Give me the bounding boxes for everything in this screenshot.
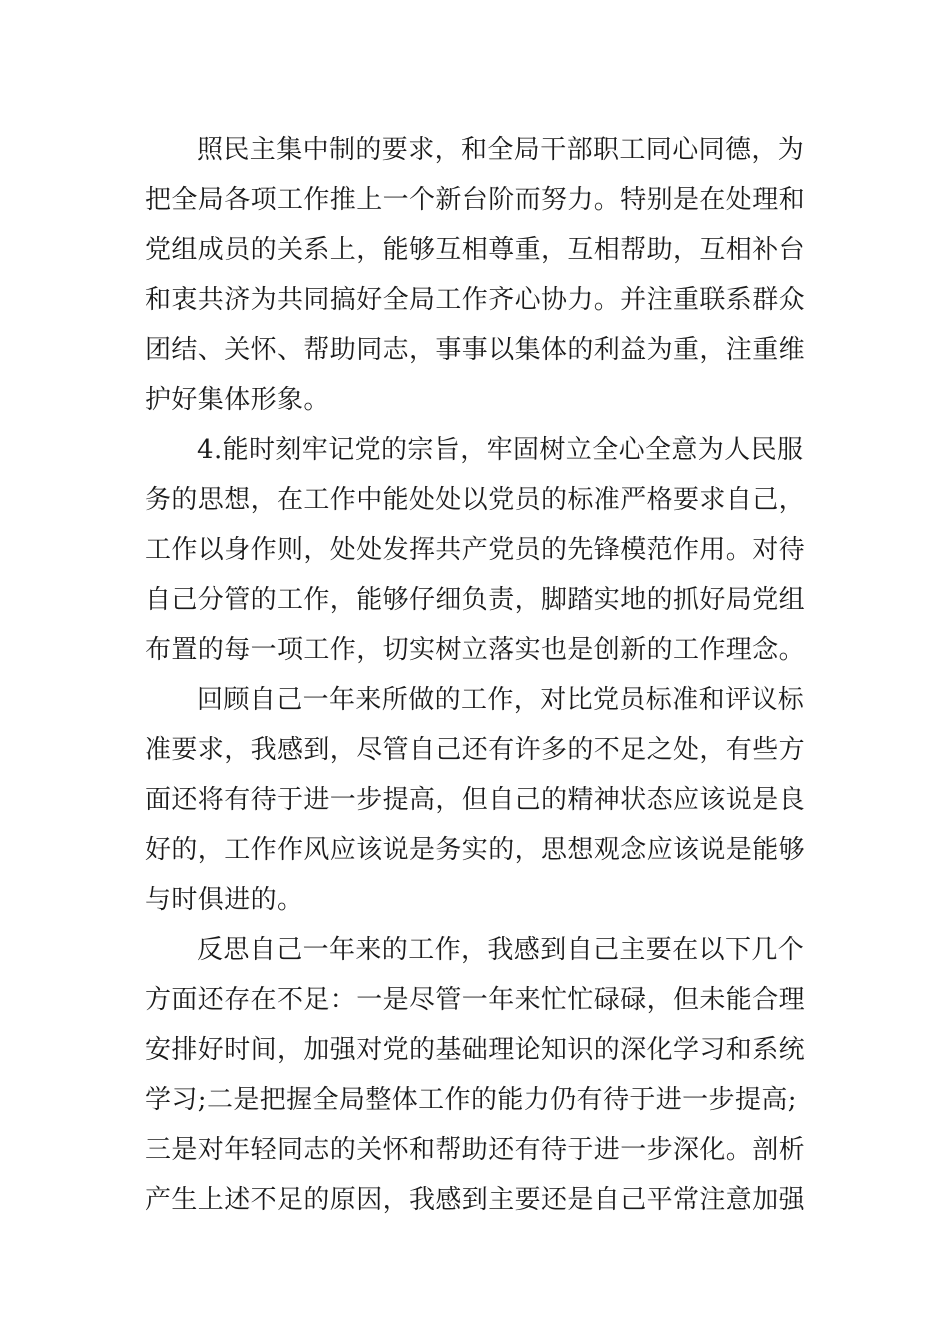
text-line: 产生上述不足的原因，我感到主要还是自己平常注意加强 xyxy=(145,1185,806,1215)
text-line: 党组成员的关系上，能够互相尊重，互相帮助，互相补台 xyxy=(145,235,806,265)
text-line: 工作以身作则，处处发挥共产党员的先锋模范作用。对待 xyxy=(145,535,806,565)
text-line: 三是对年轻同志的关怀和帮助还有待于进一步深化。剖析 xyxy=(145,1135,806,1165)
text-line: 学习;二是把握全局整体工作的能力仍有待于进一步提高; xyxy=(145,1085,797,1115)
text-line: 照民主集中制的要求，和全局干部职工同心同德，为 xyxy=(197,135,805,165)
text-line: 安排好时间，加强对党的基础理论知识的深化学习和系统 xyxy=(145,1035,806,1065)
text-line: 回顾自己一年来所做的工作，对比党员标准和评议标 xyxy=(197,685,805,715)
text-line: 与时俱进的。 xyxy=(145,885,304,915)
text-line: 护好集体形象。 xyxy=(145,385,330,415)
text-line: 准要求，我感到，尽管自己还有许多的不足之处，有些方 xyxy=(145,735,806,765)
text-line: 面还将有待于进一步提高，但自己的精神状态应该说是良 xyxy=(145,785,806,815)
text-line: 布置的每一项工作，切实树立落实也是创新的工作理念。 xyxy=(145,635,806,665)
text-line: 方面还存在不足：一是尽管一年来忙忙碌碌，但未能合理 xyxy=(145,985,806,1015)
text-line: 和衷共济为共同搞好全局工作齐心协力。并注重联系群众 xyxy=(145,285,806,315)
text-line: 自己分管的工作，能够仔细负责，脚踏实地的抓好局党组 xyxy=(145,585,806,615)
text-line: 团结、关怀、帮助同志，事事以集体的利益为重，注重维 xyxy=(145,335,806,365)
text-line: 把全局各项工作推上一个新台阶而努力。特别是在处理和 xyxy=(145,185,806,215)
text-line: 反思自己一年来的工作，我感到自己主要在以下几个 xyxy=(197,935,805,965)
text-line: 务的思想，在工作中能处处以党员的标准严格要求自己， xyxy=(145,485,806,515)
text-line: 4.能时刻牢记党的宗旨，牢固树立全心全意为人民服 xyxy=(197,435,804,465)
text-line: 好的，工作作风应该说是务实的，思想观念应该说是能够 xyxy=(145,835,806,865)
